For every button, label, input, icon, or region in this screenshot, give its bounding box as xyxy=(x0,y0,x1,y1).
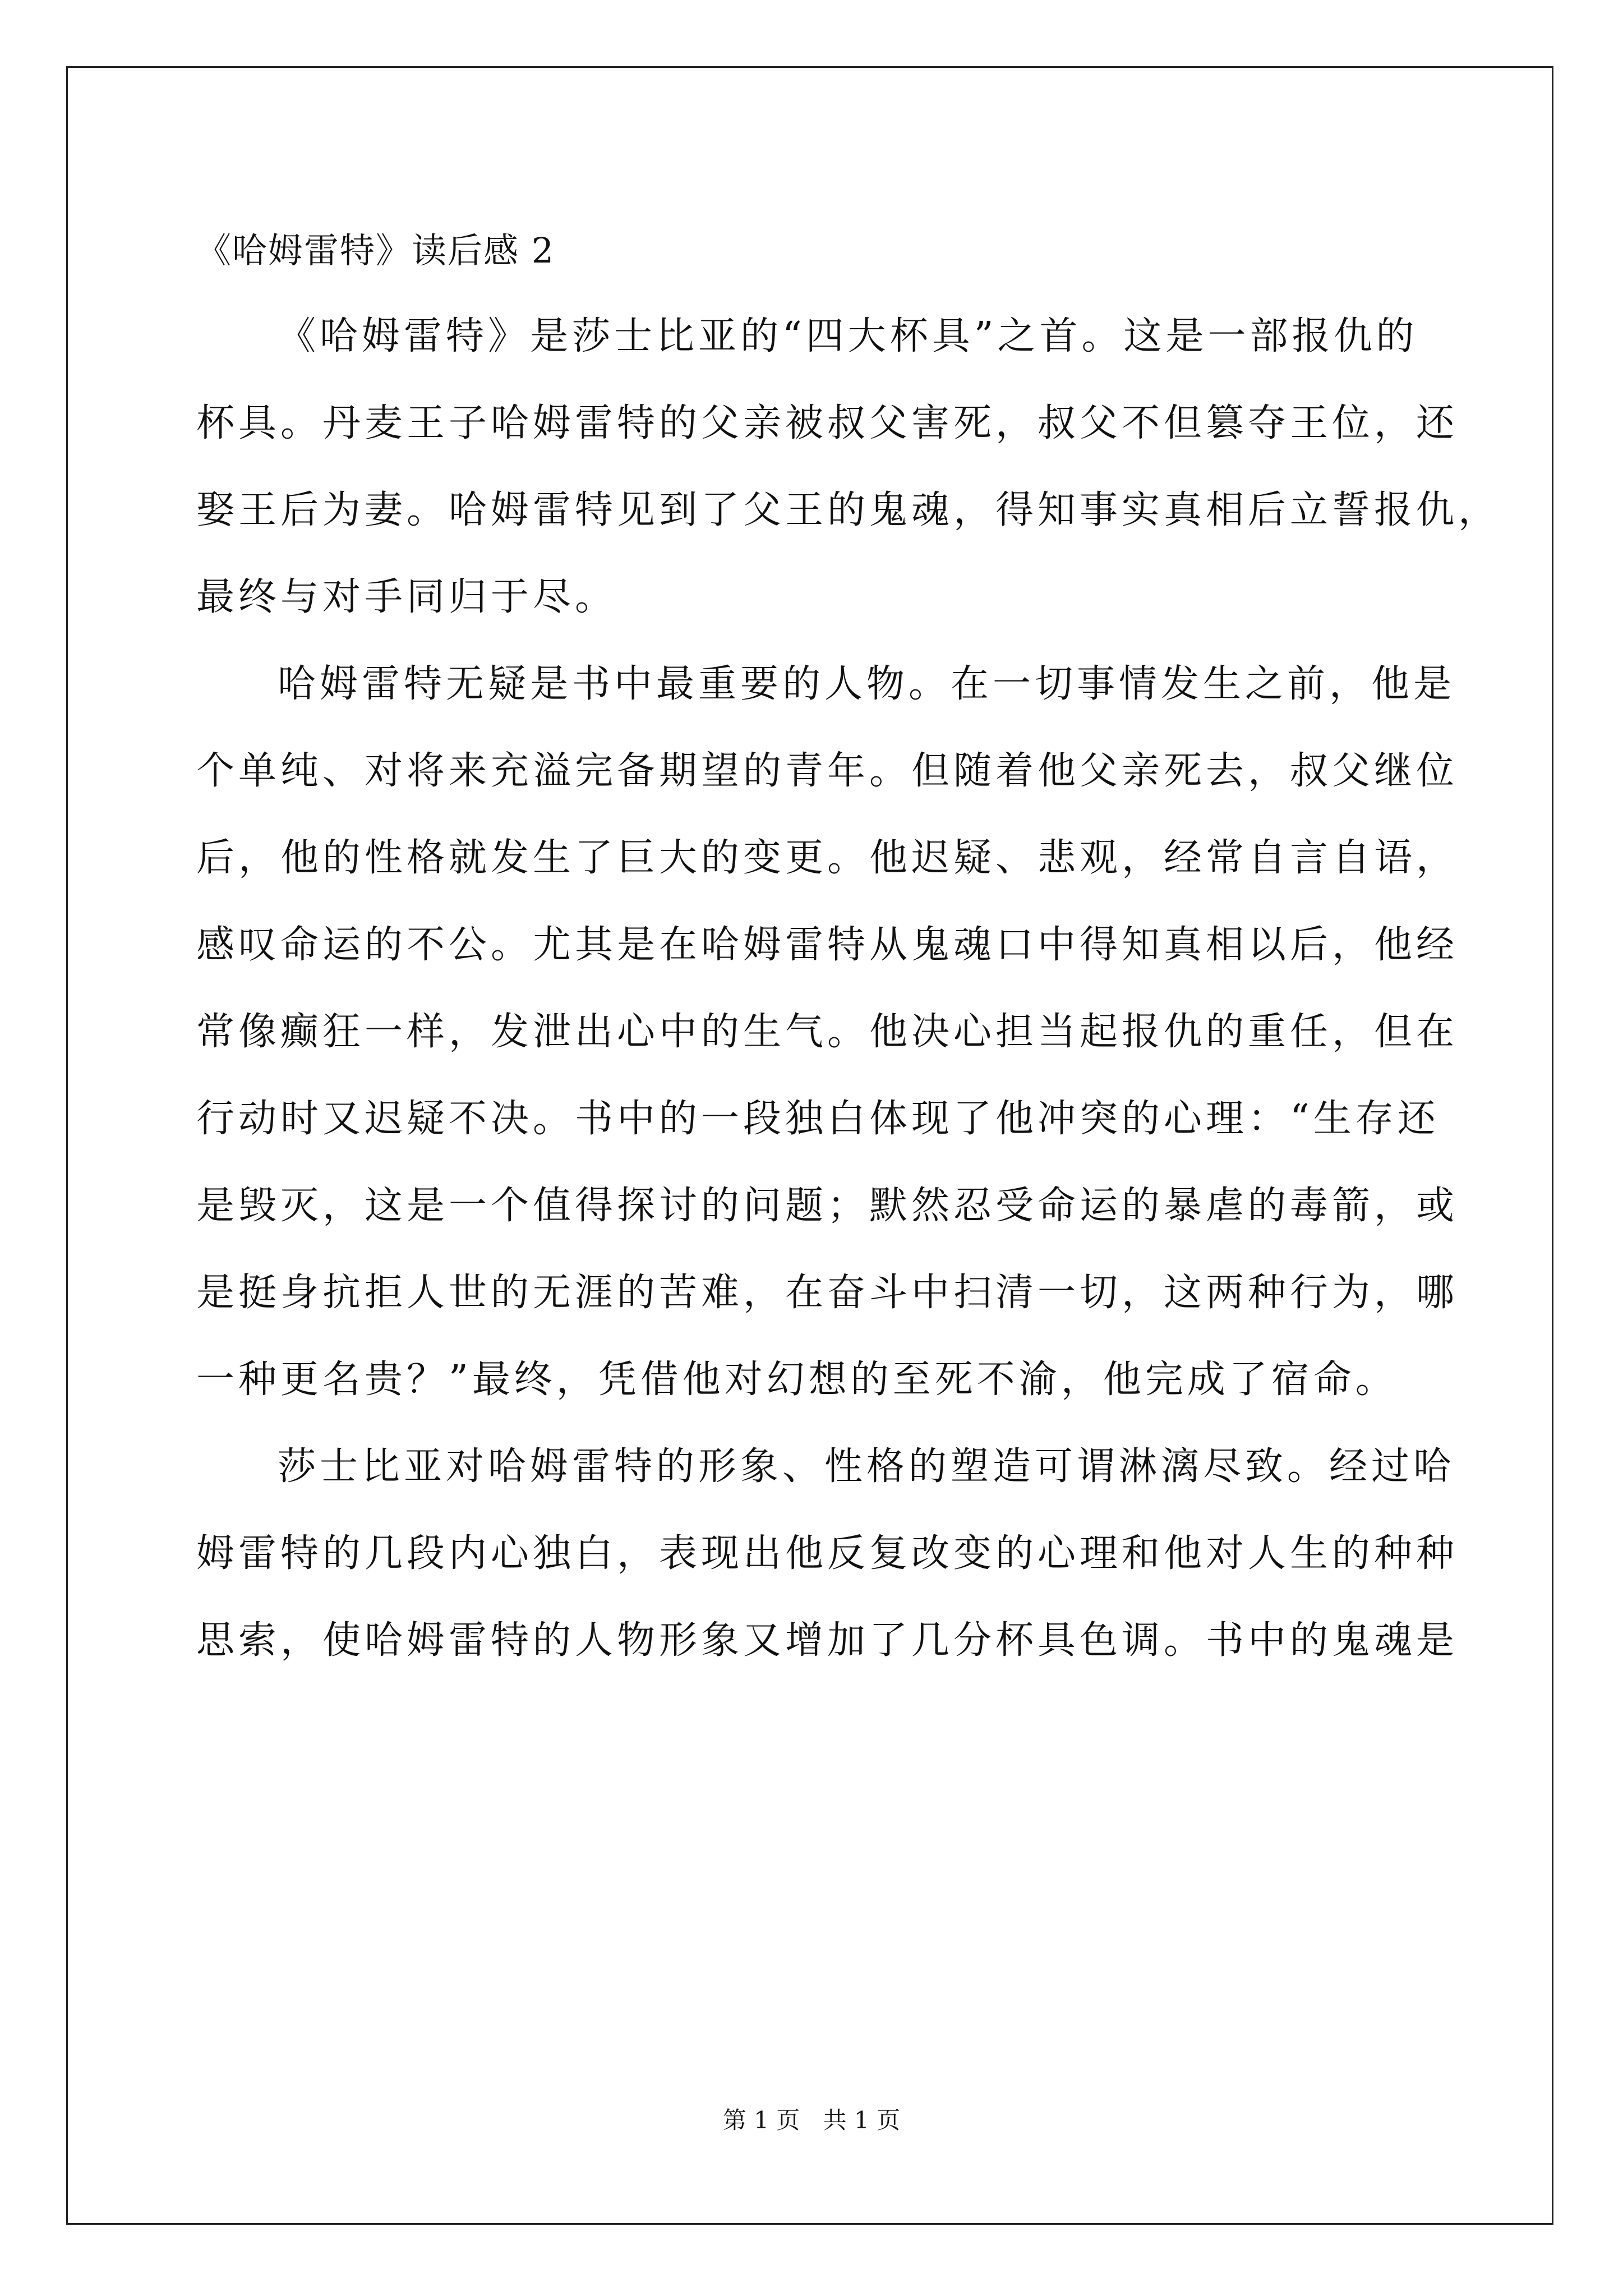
paragraph-2-line-7: 是毁灭，这是一个值得探讨的问题；默然忍受命运的暴虐的毒箭，或 xyxy=(196,1184,1459,1228)
paragraph-1-line-2: 杯具。丹麦王子哈姆雷特的父亲被叔父害死，叔父不但篡夺王位，还 xyxy=(196,401,1459,445)
paragraph-2-line-9: 一种更名贵？”最终，凭借他对幻想的至死不渝，他完成了宿命。 xyxy=(196,1358,1398,1402)
page-total: 共 1 页 xyxy=(823,2106,901,2134)
paragraph-2-line-4: 感叹命运的不公。尤其是在哈姆雷特从鬼魂口中得知真相以后，他经 xyxy=(196,923,1459,967)
page-number: 第 1 页 xyxy=(722,2106,800,2134)
document-title: 《哈姆雷特》读后感 2 xyxy=(196,230,555,271)
paragraph-2-line-1: 哈姆雷特无疑是书中最重要的人物。在一切事情发生之前，他是 xyxy=(278,662,1456,706)
paragraph-1-line-1: 《哈姆雷特》是莎士比亚的“四大杯具”之首。这是一部报仇的 xyxy=(278,314,1418,358)
paragraph-1-line-4: 最终与对手同归于尽。 xyxy=(196,575,617,619)
paragraph-2-line-3: 后，他的性格就发生了巨大的变更。他迟疑、悲观，经常自言自语， xyxy=(196,836,1459,880)
paragraph-3-line-1: 莎士比亚对哈姆雷特的形象、性格的塑造可谓淋漓尽致。经过哈 xyxy=(278,1444,1456,1489)
page-footer xyxy=(0,2104,1623,2137)
paragraph-2-line-5: 常像癫狂一样，发泄出心中的生气。他决心担当起报仇的重任，但在 xyxy=(196,1010,1459,1054)
paragraph-1-line-3: 娶王后为妻。哈姆雷特见到了父王的鬼魂，得知事实真相后立誓报仇， xyxy=(196,488,1501,532)
paragraph-2-line-8: 是挺身抗拒人世的无涯的苦难，在奋斗中扫清一切，这两种行为，哪 xyxy=(196,1271,1459,1315)
paragraph-3-line-3: 思索，使哈姆雷特的人物形象又增加了几分杯具色调。书中的鬼魂是 xyxy=(196,1618,1459,1663)
paragraph-2-line-2: 个单纯、对将来充溢完备期望的青年。但随着他父亲死去，叔父继位 xyxy=(196,749,1459,793)
paragraph-3-line-2: 姆雷特的几段内心独白，表现出他反复改变的心理和他对人生的种种 xyxy=(196,1531,1459,1576)
paragraph-2-line-6: 行动时又迟疑不决。书中的一段独白体现了他冲突的心理：“生存还 xyxy=(196,1097,1440,1141)
